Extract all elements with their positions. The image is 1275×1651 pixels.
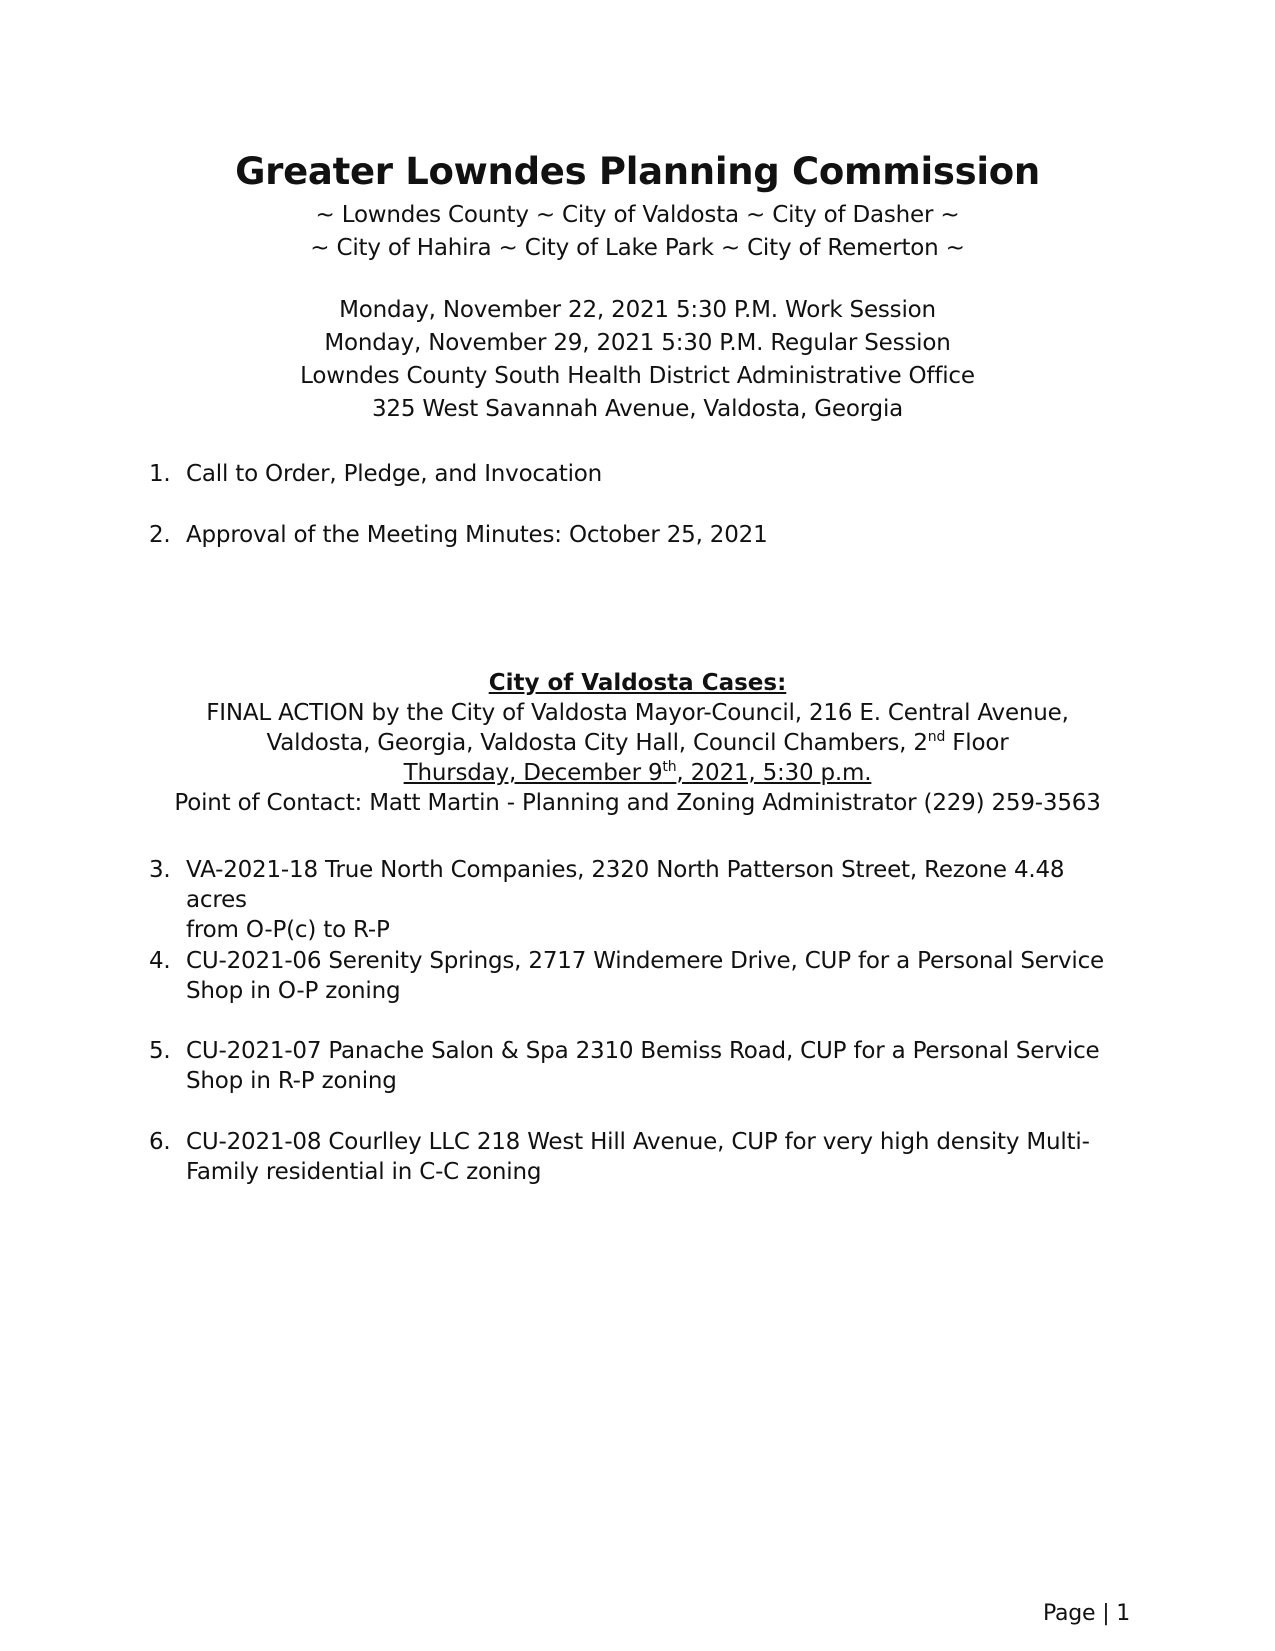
case-item	[149, 946, 1129, 1006]
case-description	[186, 946, 1129, 1006]
agenda-item-text: Call to Order, Pledge, and Invocation	[186, 461, 603, 487]
case-number: 4.	[149, 948, 171, 974]
final-action-date-prefix: Thursday, December 9	[403, 760, 663, 786]
case-item	[149, 1036, 1129, 1096]
jurisdictions-line-1: ~ Lowndes County ~ City of Valdosta ~ City of Dasher ~	[315, 202, 960, 228]
case-line-1: VA-2021-18 True North Companies, 2320 North Patterson Street, Rezone 4.48 acres	[186, 857, 1065, 913]
valdosta-section-header	[0, 668, 1275, 698]
final-action-line-2-suffix: Floor	[945, 730, 1009, 756]
case-item	[149, 1127, 1129, 1187]
case-line-1: CU-2021-07 Panache Salon & Spa 2310 Bemiss Road, CUP for a Personal Service	[186, 1038, 1100, 1064]
jurisdictions-line-2: ~ City of Hahira ~ City of Lake Park ~ City of Remerton ~	[310, 235, 965, 261]
regular-session-line: Monday, November 29, 2021 5:30 P.M. Regular Session	[324, 330, 951, 356]
work-session-line: Monday, November 22, 2021 5:30 P.M. Work Session	[339, 297, 936, 323]
final-action-line-2	[0, 728, 1275, 758]
agenda-item-number: 1.	[149, 461, 171, 487]
page-number: Page | 1	[1042, 1601, 1130, 1626]
meeting-location: Lowndes County South Health District Administrative Office	[300, 363, 975, 389]
agenda-item	[149, 459, 1129, 489]
case-line-2: Shop in R-P zoning	[186, 1068, 397, 1094]
jurisdictions-list	[0, 199, 1275, 265]
case-line-2: Family residential in C-C zoning	[186, 1159, 542, 1185]
meeting-address: 325 West Savannah Avenue, Valdosta, Georgia	[371, 396, 904, 422]
case-description	[186, 855, 1129, 945]
final-action-line-1: FINAL ACTION by the City of Valdosta Mayor-Council, 216 E. Central Avenue,	[206, 700, 1069, 726]
case-item	[149, 855, 1129, 945]
case-number: 5.	[149, 1038, 171, 1064]
final-action-date	[404, 760, 872, 786]
case-line-2: from O-P(c) to R-P	[186, 917, 390, 943]
date-ordinal-suffix: th	[662, 759, 677, 775]
final-action-details	[0, 698, 1275, 818]
case-description	[186, 1036, 1129, 1096]
agenda-item-text: Approval of the Meeting Minutes: October 25, 2021	[186, 522, 768, 548]
final-action-line-2-prefix: Valdosta, Georgia, Valdosta City Hall, Council Chambers, 2	[266, 730, 928, 756]
final-action-date-line	[0, 758, 1275, 788]
case-description	[186, 1127, 1129, 1187]
agenda-item-number: 2.	[149, 522, 171, 548]
agenda-item	[149, 520, 1129, 550]
case-line-2: Shop in O-P zoning	[186, 978, 401, 1004]
point-of-contact: Point of Contact: Matt Martin - Planning and Zoning Administrator (229) 259-3563	[174, 790, 1101, 816]
floor-ordinal-suffix: nd	[927, 729, 946, 745]
final-action-date-suffix: , 2021, 5:30 p.m.	[676, 760, 872, 786]
case-number: 6.	[149, 1129, 171, 1155]
section-heading: City of Valdosta Cases:	[488, 670, 787, 696]
meeting-details	[0, 294, 1275, 426]
case-line-1: CU-2021-06 Serenity Springs, 2717 Windemere Drive, CUP for a Personal Service	[186, 948, 1104, 974]
case-number: 3.	[149, 857, 171, 883]
document-title: Greater Lowndes Planning Commission	[235, 150, 1040, 193]
case-line-1: CU-2021-08 Courlley LLC 218 West Hill Avenue, CUP for very high density Multi-	[186, 1129, 1090, 1155]
